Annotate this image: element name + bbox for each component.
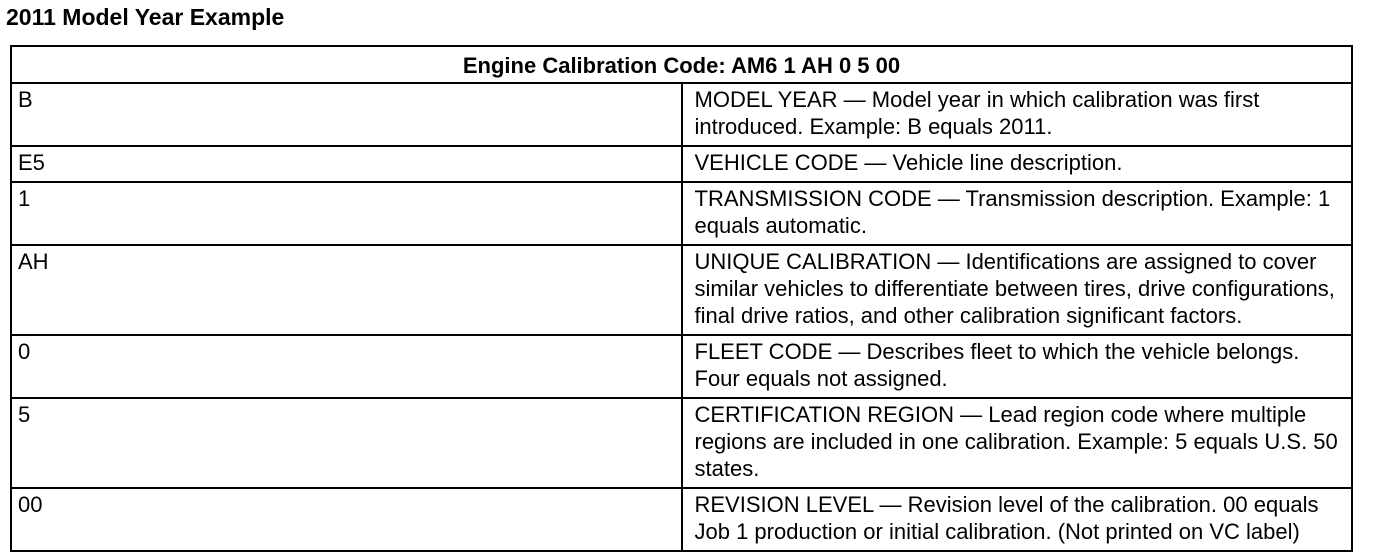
table-header: Engine Calibration Code: AM6 1 AH 0 5 00 (11, 46, 1352, 83)
table-row (11, 245, 1352, 335)
table-row (11, 335, 1352, 398)
description-cell: REVISION LEVEL — Revision level of the calibration. 00 equals Job 1 production or initial calibration. (Not printed on VC label) (682, 488, 1353, 551)
code-cell: B (11, 83, 682, 146)
table-row (11, 146, 1352, 182)
table-header-row (11, 46, 1352, 83)
table-row (11, 83, 1352, 146)
code-cell: 00 (11, 488, 682, 551)
description-cell: FLEET CODE — Describes fleet to which the vehicle belongs. Four equals not assigned. (682, 335, 1353, 398)
description-cell: UNIQUE CALIBRATION — Identifications are assigned to cover similar vehicles to differentiate between tires, drive configurations, final drive ratios, and other calibration significant factors. (682, 245, 1353, 335)
code-cell: 0 (11, 335, 682, 398)
table-row (11, 488, 1352, 551)
code-cell: E5 (11, 146, 682, 182)
description-cell: CERTIFICATION REGION — Lead region code where multiple regions are included in one calibration. Example: 5 equals U.S. 50 states. (682, 398, 1353, 488)
table-row (11, 182, 1352, 245)
code-cell: 1 (11, 182, 682, 245)
code-cell: 5 (11, 398, 682, 488)
description-cell: TRANSMISSION CODE — Transmission description. Example: 1 equals automatic. (682, 182, 1353, 245)
table-row (11, 398, 1352, 488)
calibration-code-table (10, 45, 1353, 552)
description-cell: MODEL YEAR — Model year in which calibration was first introduced. Example: B equals 2011. (682, 83, 1353, 146)
page-title: 2011 Model Year Example (6, 4, 285, 30)
code-cell: AH (11, 245, 682, 335)
description-cell: VEHICLE CODE — Vehicle line description. (682, 146, 1353, 182)
